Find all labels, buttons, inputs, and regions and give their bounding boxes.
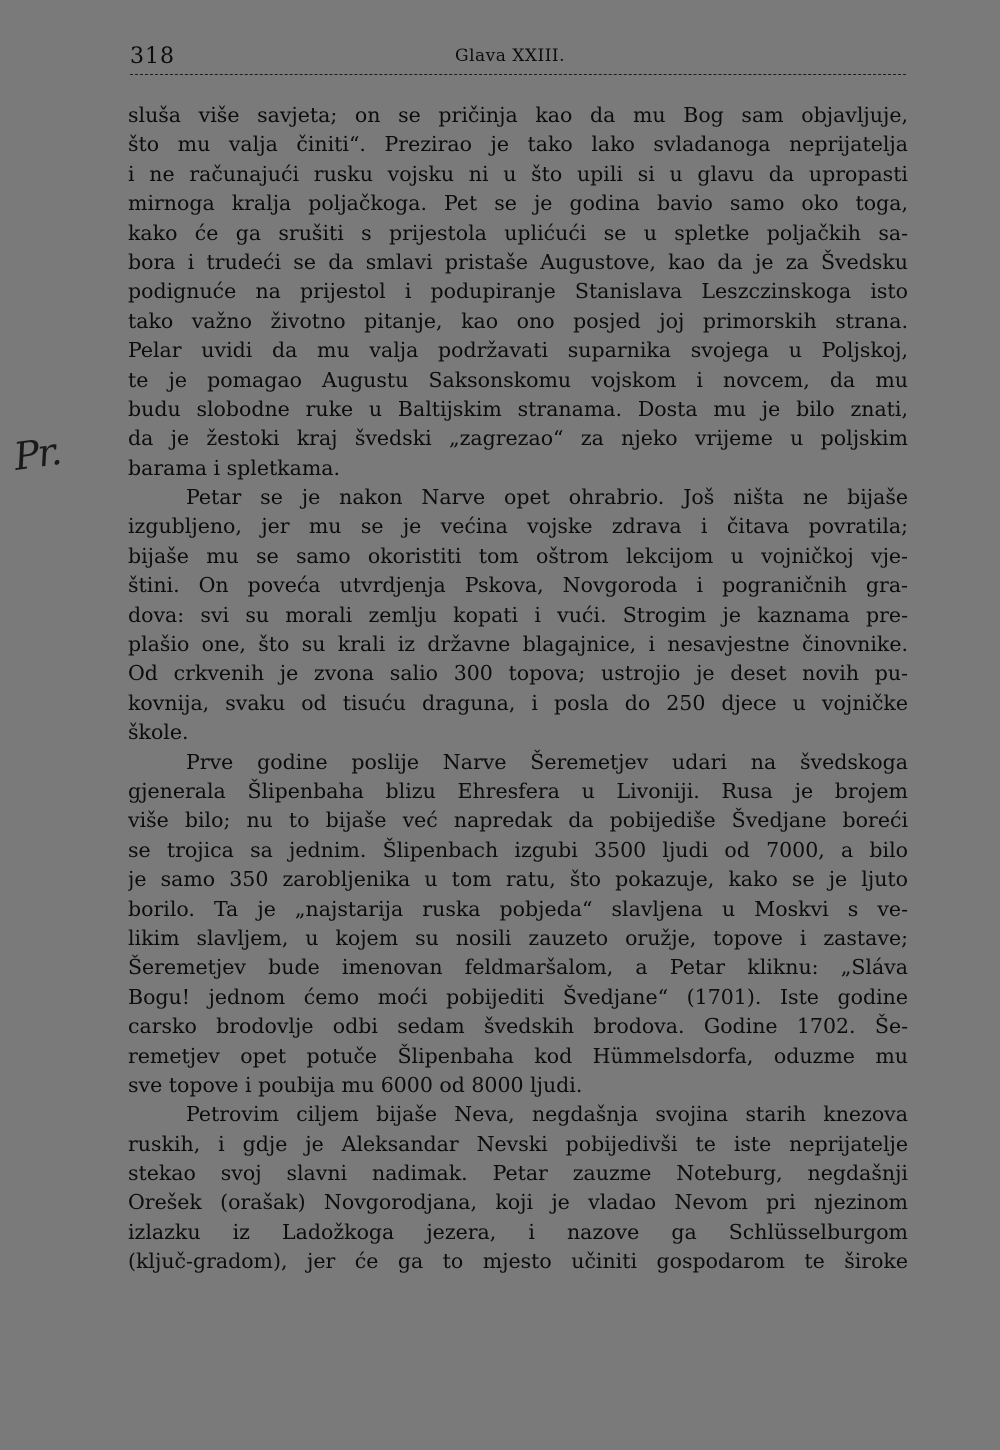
- text-line: stekao svoj slavni nadimak. Petar zauzme Noteburg, negdašnji: [128, 1161, 908, 1186]
- text-line: te je pomagao Augustu Saksonskomu vojskom i novcem, da mu: [128, 367, 908, 392]
- page-number: 318: [130, 44, 175, 69]
- text-line: kovnija, svaku od tisuću draguna, i posla do 250 djece u vojničke: [128, 690, 908, 715]
- text-line: sve topove i poubija mu 6000 od 8000 ljudi.: [128, 1072, 583, 1097]
- text-line: bijaše mu se samo okoristiti tom oštrom lekcijom u vojničkoj vje-: [128, 543, 908, 568]
- text-line: mirnoga kralja poljačkoga. Pet se je godina bavio samo oko toga,: [128, 191, 908, 216]
- text-line: barama i spletkama.: [128, 455, 341, 480]
- text-line: Bogu! jednom ćemo moći pobijediti Švedjane“ (1701). Iste godine: [128, 984, 908, 1009]
- text-line: se trojica sa jednim. Šlipenbach izgubi 3500 ljudi od 7000, a bilo: [128, 837, 908, 862]
- text-line: štini. On poveća utvrdjenja Pskova, Novgoroda i pograničnih gra-: [128, 573, 908, 598]
- text-line: dova: svi su morali zemlju kopati i vući. Strogim je kaznama pre-: [128, 602, 908, 627]
- text-line: sluša više savjeta; on se pričinja kao da mu Bog sam objavljuje,: [128, 103, 908, 127]
- page-header: [130, 44, 906, 76]
- text-line: gjenerala Šlipenbaha blizu Ehresfera u Livoniji. Rusa je brojem: [128, 778, 908, 803]
- text-line: tako važno životno pitanje, kao ono posjed joj primorskih strana.: [128, 308, 908, 333]
- text-line: da je žestoki kraj švedski „zagrezao“ za njeko vrijeme u poljskim: [128, 426, 908, 451]
- margin-annotation: Pr.: [11, 429, 63, 479]
- body-text: [128, 101, 908, 1277]
- text-line: carsko brodovlje odbi sedam švedskih brodova. Godine 1702. Še-: [128, 1014, 908, 1039]
- text-line: Od crkvenih je zvona salio 300 topova; ustrojio je deset novih pu-: [128, 661, 908, 686]
- text-line: borilo. Ta je „najstarija ruska pobjeda“ slavljena u Moskvi s ve-: [128, 896, 908, 921]
- text-line: Petar se je nakon Narve opet ohrabrio. Još ništa ne bijaše: [186, 485, 908, 510]
- text-line: likim slavljem, u kojem su nosili zauzeto oružje, topove i zastave;: [128, 925, 908, 950]
- text-line: Orešek (orašak) Novgorodjana, koji je vladao Nevom pri njezinom: [128, 1190, 908, 1215]
- text-line: podignuće na prijestol i podupiranje Stanislava Leszczinskoga isto: [128, 279, 908, 304]
- text-line: Šeremetjev bude imenovan feldmaršalom, a Petar kliknu: „Sláva: [128, 955, 908, 980]
- text-line: škole.: [128, 720, 189, 745]
- text-line: više bilo; nu to bijaše već napredak da pobijediše Švedjane boreći: [128, 808, 908, 833]
- text-line: što mu valja činiti“. Prezirao je tako lako svladanoga neprijatelja: [128, 132, 908, 157]
- text-line: Petrovim ciljem bijaše Neva, negdašnja svojina starih knezova: [186, 1102, 908, 1127]
- text-line: je samo 350 zarobljenika u tom ratu, što pokazuje, kako se je ljuto: [128, 867, 908, 892]
- text-line: kako će ga srušiti s prijestola uplićući se u spletke poljačkih sa-: [128, 220, 908, 245]
- text-line: remetjev opet potuče Šlipenbaha kod Hümmelsdorfa, oduzme mu: [128, 1043, 908, 1068]
- text-line: (ključ-gradom), jer će ga to mjesto učiniti gospodarom te široke: [128, 1249, 908, 1274]
- text-line: plašio one, što su krali iz državne blagajnice, i nesavjestne činovnike.: [128, 632, 908, 657]
- text-line: izlazku iz Ladožkoga jezera, i nazove ga Schlüsselburgom: [128, 1219, 908, 1244]
- text-line: ruskih, i gdje je Aleksandar Nevski pobijedivši te iste neprijatelje: [128, 1131, 908, 1156]
- text-line: izgubljeno, jer mu se je većina vojske zdrava i čitava povratila;: [128, 514, 908, 539]
- header-rule: [130, 74, 906, 75]
- text-line: i ne računajući rusku vojsku ni u što upili si u glavu da upropasti: [128, 161, 908, 186]
- text-line: budu slobodne ruke u Baltijskim stranama. Dosta mu je bilo znati,: [128, 396, 908, 421]
- text-line: Pelar uvidi da mu valja podržavati suparnika svojega u Poljskoj,: [128, 338, 908, 363]
- text-line: bora i trudeći se da smlavi pristaše Augustove, kao da je za Švedsku: [128, 249, 908, 274]
- running-head: Glava XXIII.: [455, 46, 566, 66]
- text-line: Prve godine poslije Narve Šeremetjev udari na švedskoga: [186, 749, 908, 774]
